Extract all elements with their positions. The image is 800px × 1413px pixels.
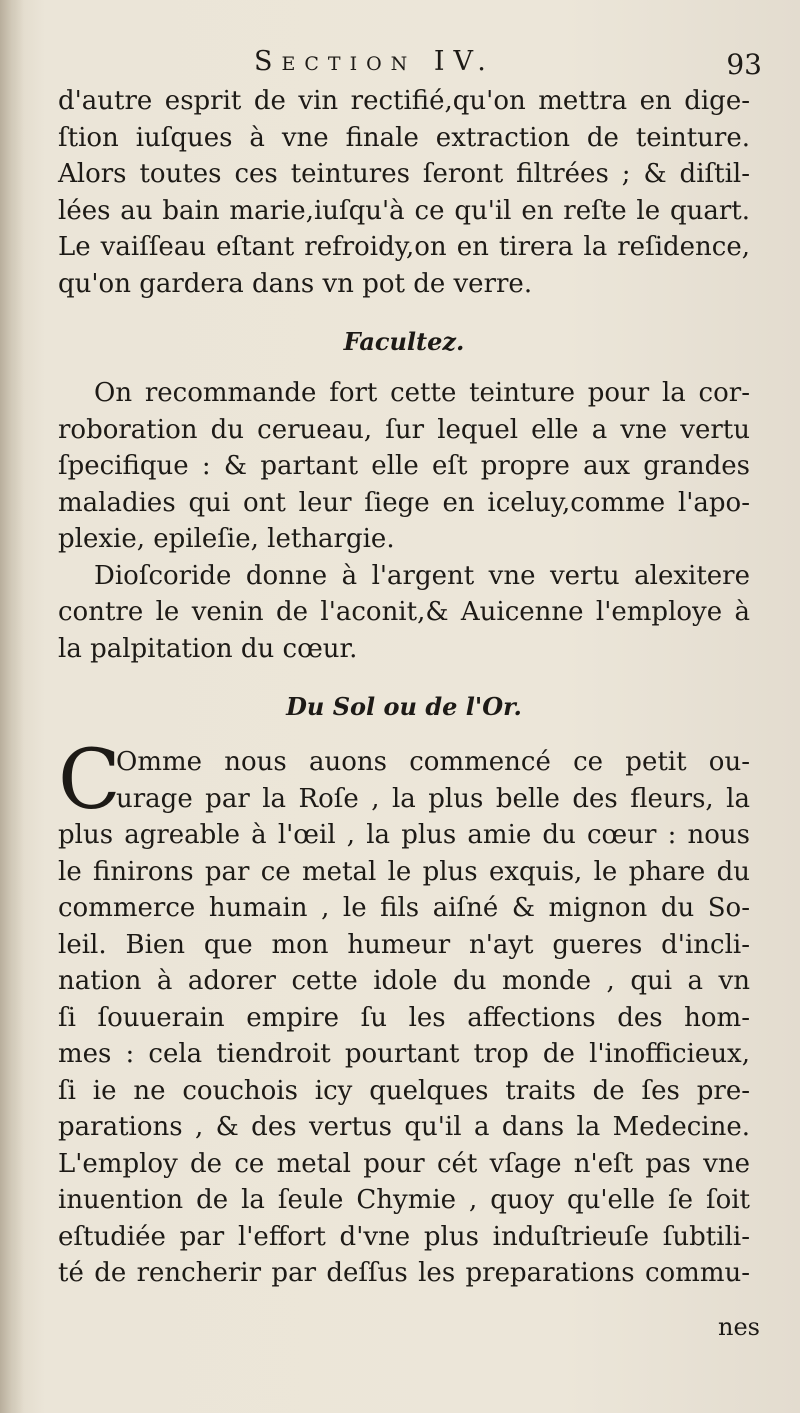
text-line: parations , & des vertus qu'il a dans la Medecine.: [58, 1112, 750, 1142]
text-line: ſi ie ne couchois icy quelques traits de ſes pre-: [58, 1075, 750, 1106]
text-line: leil. Bien que mon humeur n'ayt gueres d'incli-: [58, 929, 750, 960]
text-line: plus agreable à l'œil , la plus amie du cœur : nous: [58, 820, 750, 850]
paragraph-2: [58, 375, 750, 667]
text-line: mes : cela tiendroit pourtant trop de l'inofficieux,: [58, 1039, 750, 1069]
text-line: qu'on gardera dans vn pot de verre.: [58, 268, 533, 299]
text-line: ſpecifique : & partant elle eſt propre aux grandes: [58, 451, 750, 481]
text-line: d'autre esprit de vin rectifié,qu'on mettra en dige-: [58, 86, 750, 116]
text-line: Le vaiſſeau eſtant refroidy,on en tirera la reſidence,: [58, 232, 750, 262]
text-line: L'employ de ce metal pour cét vſage n'eſt pas vne: [58, 1148, 750, 1179]
text-line: commerce humain , le fils aiſné & mignon du So-: [58, 893, 750, 923]
section-title: Section IV.: [254, 46, 495, 77]
running-header: [58, 46, 768, 86]
page-number: 93: [726, 48, 762, 81]
section-heading-sol: Du Sol ou de l'Or.: [286, 692, 522, 721]
text-line: eſtudiée par l'effort d'vne plus induſtrieuſe ſubtili-: [58, 1221, 750, 1252]
text-line: lées au bain marie,iuſqu'à ce qu'il en reſte le quart.: [58, 195, 750, 226]
text-line: nation à adorer cette idole du monde , qui a vn: [58, 966, 750, 996]
paragraph-3: [58, 733, 750, 1292]
page-gutter-shadow: [0, 0, 24, 1413]
text-line: ſtion iuſques à vne finale extraction de teinture.: [58, 122, 750, 153]
text-line: la palpitation du cœur.: [58, 633, 358, 664]
paragraph-1: [58, 83, 750, 302]
text-line: le finirons par ce metal le plus exquis, le phare du: [58, 856, 750, 887]
text-line: Dioſcoride donne à l'argent vne vertu alexitere: [94, 560, 750, 591]
text-line: Omme nous auons commencé ce petit ou-: [116, 747, 750, 777]
drop-cap-initial: C: [58, 733, 121, 828]
text-line: té de rencherir par deſſus les preparations commu-: [58, 1258, 750, 1288]
text-line: Alors toutes ces teintures ſeront filtrées ; & diſtil-: [58, 159, 750, 189]
text-line: inuention de la ſeule Chymie , quoy qu'elle ſe ſoit: [58, 1185, 750, 1215]
text-line: contre le venin de l'aconit,& Auicenne l'employe à: [58, 597, 750, 627]
section-heading-facultez: Facultez.: [343, 327, 465, 356]
catchword: nes: [718, 1313, 760, 1341]
text-line: maladies qui ont leur ſiege en iceluy,comme l'apo-: [58, 487, 750, 518]
text-line: ſi ſouuerain empire ſu les affections des hom-: [58, 1002, 750, 1033]
text-line: On recommande fort cette teinture pour la cor-: [94, 378, 750, 408]
text-line: roboration du cerueau, ſur lequel elle a vne vertu: [58, 414, 750, 445]
text-line: plexie, epileſie, lethargie.: [58, 524, 395, 554]
text-line: urage par la Roſe , la plus belle des fleurs, la: [116, 783, 750, 814]
